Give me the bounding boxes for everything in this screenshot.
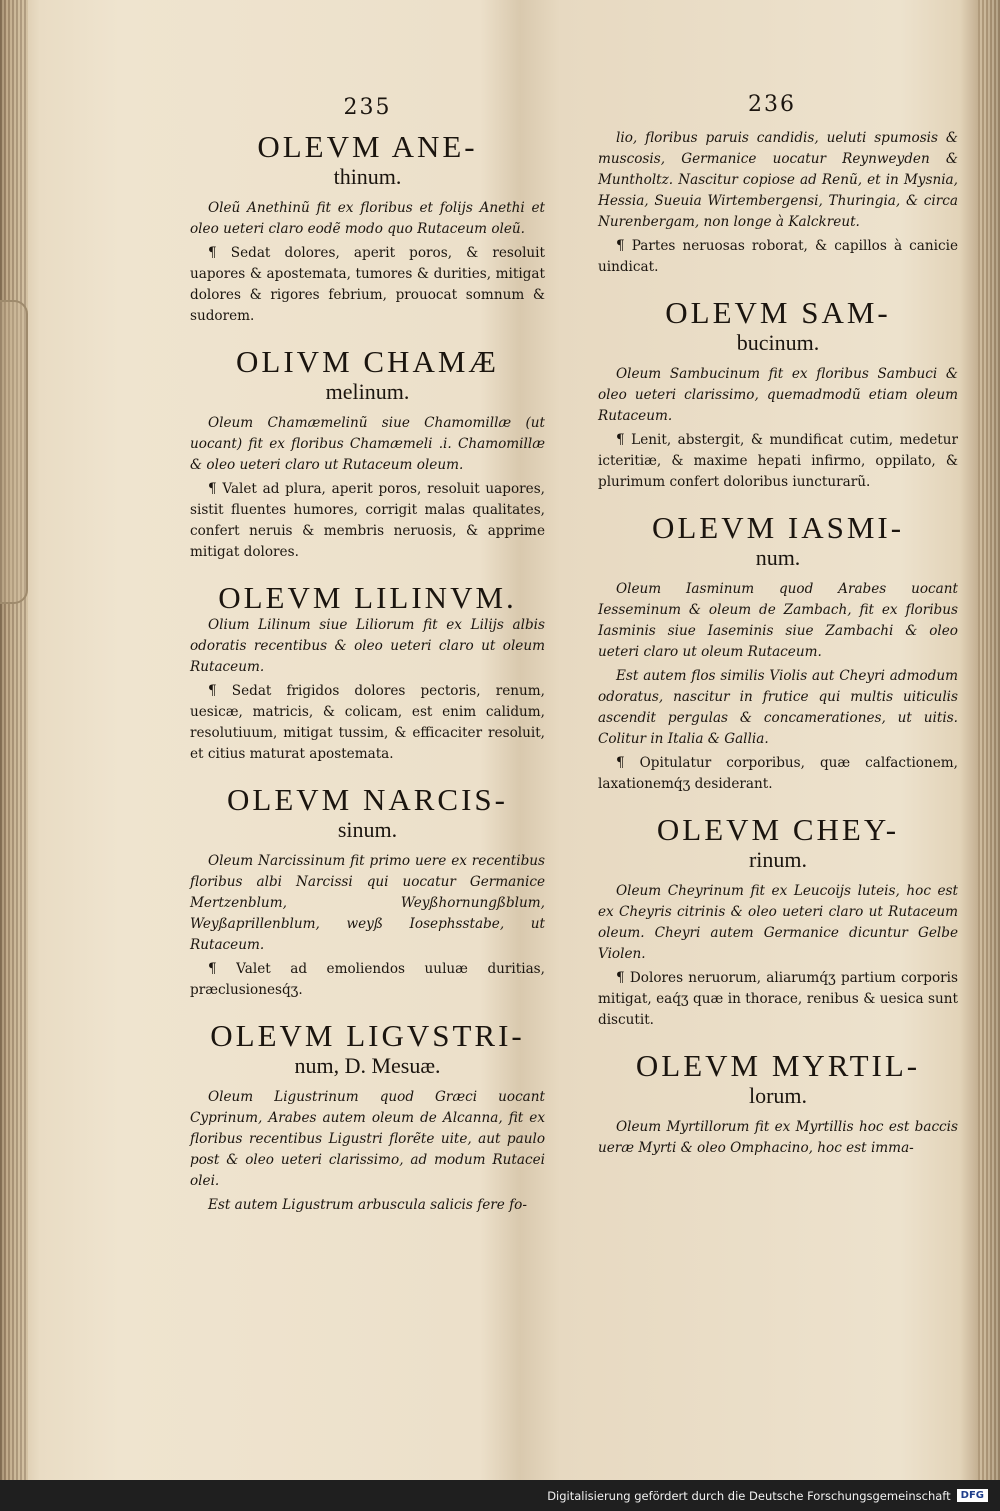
body-paragraph: ¶ Valet ad emoliendos uuluæ duritias, præclusionesq́ʒ. xyxy=(190,961,545,998)
section-block xyxy=(190,783,545,1001)
section-block xyxy=(190,1019,545,1216)
section-title-continuation: lorum. xyxy=(748,1083,808,1108)
section-title-continuation: thinum. xyxy=(333,164,402,189)
body-paragraph: Oleum Narcissinum fit primo uere ex recentibus floribus albi Narcissi qui uocatur Germanice Mertzenblum, Weyßhornungßblum, Weyßaprillenblum, weyß Iosephsstabe, ut Rutaceum. xyxy=(190,853,545,953)
body-paragraph: Olium Lilinum siue Liliorum fit ex Lilijs albis odoratis recentibus & oleo ueteri claro ut oleum Rutaceum. xyxy=(190,617,545,675)
section-block xyxy=(598,511,958,795)
body-paragraph: ¶ Lenit, abstergit, & mundificat cutim, medetur icteritiæ, & maxime hepati infirmo, oppilato, & plurimum confert doloribus iuncturarũ. xyxy=(598,432,958,490)
left-page-column xyxy=(190,95,545,1234)
section-title: OLEVM NARCIS- xyxy=(227,782,508,817)
section-block xyxy=(598,296,958,493)
section-title: OLEVM MYRTIL- xyxy=(635,1048,921,1083)
section-block xyxy=(190,581,545,765)
body-paragraph: Est autem Ligustrum arbuscula salicis fere fo- xyxy=(208,1197,527,1213)
body-paragraph: ¶ Partes neruosas roborat, & capillos à canicie uindicat. xyxy=(598,238,958,275)
section-block xyxy=(598,1049,958,1159)
body-paragraph: Oleum Cheyrinum fit ex Leucoijs luteis, hoc est ex Cheyris citrinis & oleo ueteri claro ut Rutaceum oleum. Cheyri autem Germanice dicuntur Gelbe Violen. xyxy=(598,883,958,962)
body-paragraph: ¶ Sedat dolores, aperit poros, & resoluit uapores & apostemata, tumores & durities, mitigat dolores & rigores febrium, prouocat somnum & sudorem. xyxy=(190,245,545,324)
page-number-right: 236 xyxy=(748,92,796,117)
section-title: OLIVM CHAMÆ xyxy=(236,344,499,379)
page-number-left: 235 xyxy=(343,95,392,120)
body-paragraph: lio, floribus paruis candidis, ueluti spumosis & muscosis, Germanice uocatur Reynweyden & Muntholtz. Nascitur copiose ad Renũ, et in Mysnia, Hessia, Sueuia Wirtembergensi, Thuringia, & circa Nurenbergam, non longe à Kalckreut. xyxy=(598,130,958,230)
section-title: OLEVM CHEY- xyxy=(656,812,900,847)
binding-clasp xyxy=(0,300,28,604)
right-page-column xyxy=(598,92,958,1177)
body-paragraph: Oleũ Anethinũ fit ex floribus et folijs Anethi et oleo ueteri claro eodẽ modo quo Rutaceum oleũ. xyxy=(190,200,545,237)
body-paragraph: ¶ Dolores neruorum, aliarumq́ʒ partium corporis mitigat, eaq́ʒ quæ in thorace, renibus & uesica sunt discutit. xyxy=(598,970,958,1028)
section-title: OLEVM ANE- xyxy=(257,129,478,164)
body-paragraph: Oleum Ligustrinum quod Græci uocant Cyprinum, Arabes autem oleum de Alcanna, fit ex floribus recentibus Ligustri florẽte uite, aut paulo post & oleo ueteri clarissimo, ad modum Rutacei olei. xyxy=(190,1089,545,1189)
section-title-continuation: melinum. xyxy=(325,379,410,404)
section-title: OLEVM LIGVSTRI- xyxy=(210,1018,525,1053)
body-paragraph: Est autem flos similis Violis aut Cheyri admodum odoratus, nascitur in frutice qui multis uiticulis ascendit pergulas & concamerationes, ut uitis. Colitur in Italia & Gallia. xyxy=(598,668,958,747)
section-block xyxy=(190,345,545,563)
section-block xyxy=(598,813,958,1031)
right-page-edge xyxy=(978,0,1000,1480)
body-paragraph: ¶ Valet ad plura, aperit poros, resoluit uapores, sistit fluentes humores, corrigit malas qualitates, confert neruis & membris neruosis, & apprime mitigat dolores. xyxy=(190,481,545,560)
body-paragraph: Oleum Myrtillorum fit ex Myrtillis hoc est baccis ueræ Myrti & oleo Omphacino, hoc est imma- xyxy=(598,1119,958,1156)
digitization-footer xyxy=(0,1480,1000,1511)
section-title-continuation: num. xyxy=(755,545,801,570)
body-paragraph: ¶ Sedat frigidos dolores pectoris, renum, uesicæ, matricis, & colicam, est enim calidum, resolutiuum, mitigat tussim, & efficaciter resoluit, et citius maturat apostemata. xyxy=(190,683,545,762)
section-title-continuation: sinum. xyxy=(337,817,398,842)
dfg-logo: DFG xyxy=(957,1489,988,1502)
body-paragraph: ¶ Opitulatur corporibus, quæ calfactionem, laxationemq́ʒ desiderant. xyxy=(598,755,958,792)
section-title-continuation: rinum. xyxy=(748,847,808,872)
section-title-continuation: num, D. Mesuæ. xyxy=(294,1053,441,1078)
section-block xyxy=(190,130,545,327)
body-paragraph: Oleum Sambucinum fit ex floribus Sambuci & oleo ueteri clarissimo, quemadmodũ etiam oleum Rutaceum. xyxy=(598,366,958,424)
section-title: OLEVM IASMI- xyxy=(651,510,905,545)
section-title: OLEVM LILINVM. xyxy=(218,580,517,615)
body-paragraph: Oleum Iasminum quod Arabes uocant Iesseminum & oleum de Zambach, fit ex floribus Iasminis siue Iaseminis siue Zambachi & oleo ueteri claro ut oleum Rutaceum. xyxy=(598,581,958,660)
section-block xyxy=(598,128,958,278)
footer-credit: Digitalisierung gefördert durch die Deutsche Forschungsgemeinschaft xyxy=(547,1488,951,1503)
section-title-continuation: bucinum. xyxy=(736,330,820,355)
section-title: OLEVM SAM- xyxy=(665,295,891,330)
left-page-edge xyxy=(0,0,28,1480)
body-paragraph: Oleum Chamæmelinũ siue Chamomillæ (ut uocant) fit ex floribus Chamæmeli .i. Chamomillæ & oleo ueteri claro ut Rutaceum oleum. xyxy=(190,415,545,473)
